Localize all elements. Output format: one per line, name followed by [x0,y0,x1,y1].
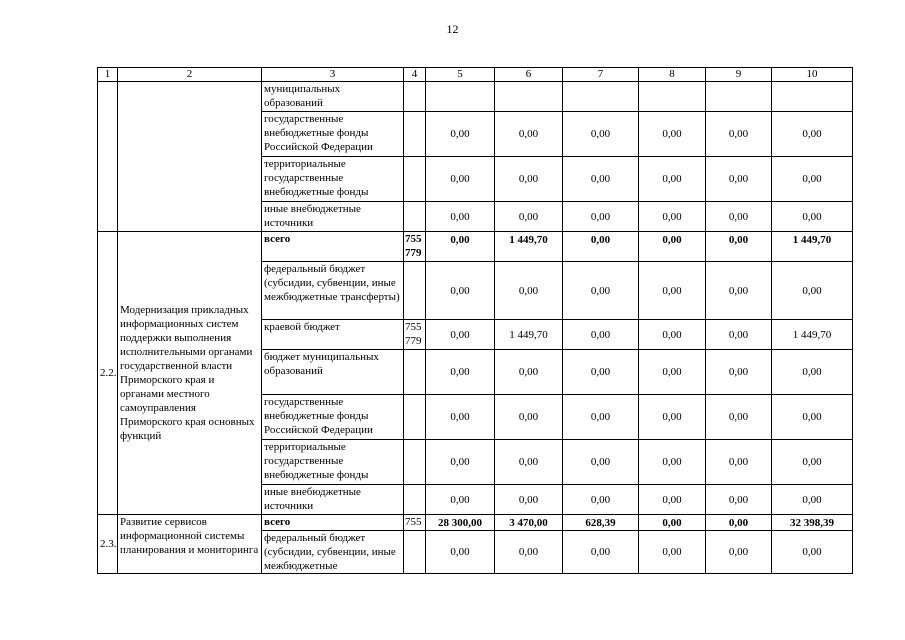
value-cell: 0,00 [772,350,853,395]
value-cell: 0,00 [563,320,639,350]
value-cell: 0,00 [426,157,495,202]
source-cell: всего [262,232,404,262]
value-cell: 0,00 [772,440,853,485]
budget-table [97,67,853,574]
source-cell: муниципальных образований [262,82,404,112]
header-cell: 3 [262,68,404,82]
value-cell: 0,00 [495,112,563,157]
value-cell: 0,00 [706,262,772,320]
value-cell: 0,00 [772,485,853,515]
value-cell: 0,00 [706,202,772,232]
value-cell: 0,00 [639,515,706,531]
source-cell: территориальные государственные внебюджетные фонды [262,157,404,202]
table-row [98,515,853,531]
value-cell: 0,00 [706,515,772,531]
code-cell: 755 779 [404,320,426,350]
value-cell: 0,00 [495,350,563,395]
source-cell: иные внебюджетные источники [262,202,404,232]
value-cell: 0,00 [495,440,563,485]
value-cell: 628,39 [563,515,639,531]
value-cell: 0,00 [563,440,639,485]
value-cell: 0,00 [426,202,495,232]
value-cell: 0,00 [426,232,495,262]
header-cell: 9 [706,68,772,82]
value-cell: 0,00 [639,350,706,395]
value-cell [563,82,639,112]
value-cell: 0,00 [706,531,772,574]
source-cell: федеральный бюджет (субсидии, субвенции, иные межбюджетные трансферты) [262,262,404,320]
value-cell: 0,00 [563,531,639,574]
value-cell: 0,00 [772,202,853,232]
value-cell: 28 300,00 [426,515,495,531]
value-cell: 0,00 [495,395,563,440]
code-cell [404,112,426,157]
value-cell: 0,00 [426,350,495,395]
value-cell: 0,00 [563,485,639,515]
source-cell: государственные внебюджетные фонды Российской Федерации [262,395,404,440]
section-number-cell: 2.3. [98,515,118,574]
value-cell: 0,00 [639,320,706,350]
header-row [98,68,853,82]
value-cell: 0,00 [426,262,495,320]
header-cell: 1 [98,68,118,82]
value-cell: 0,00 [706,320,772,350]
value-cell: 3 470,00 [495,515,563,531]
page-number: 12 [446,22,459,36]
value-cell: 0,00 [772,531,853,574]
value-cell: 0,00 [563,202,639,232]
value-cell: 0,00 [639,112,706,157]
code-cell [404,350,426,395]
code-cell [404,262,426,320]
source-cell: бюджет муниципальных образований [262,350,404,395]
code-cell: 755 [404,515,426,531]
value-cell: 0,00 [495,485,563,515]
table-row [98,82,853,112]
value-cell: 0,00 [426,112,495,157]
value-cell: 0,00 [639,485,706,515]
value-cell: 0,00 [495,262,563,320]
value-cell: 0,00 [772,395,853,440]
value-cell: 0,00 [772,157,853,202]
value-cell [426,82,495,112]
value-cell: 1 449,70 [772,232,853,262]
section-number-cell: 2.2. [98,232,118,515]
value-cell: 0,00 [639,531,706,574]
header-cell: 6 [495,68,563,82]
value-cell: 0,00 [495,202,563,232]
value-cell: 0,00 [563,262,639,320]
value-cell: 0,00 [772,112,853,157]
table-row [98,232,853,262]
value-cell: 0,00 [706,485,772,515]
code-cell [404,531,426,574]
value-cell: 0,00 [706,232,772,262]
section-name-cell [118,82,262,232]
value-cell: 0,00 [706,157,772,202]
value-cell: 0,00 [563,232,639,262]
value-cell: 0,00 [563,395,639,440]
header-cell: 10 [772,68,853,82]
value-cell: 0,00 [639,262,706,320]
header-cell: 4 [404,68,426,82]
value-cell: 0,00 [706,395,772,440]
value-cell: 1 449,70 [495,320,563,350]
value-cell: 0,00 [426,485,495,515]
value-cell: 0,00 [426,440,495,485]
code-cell [404,202,426,232]
source-cell: федеральный бюджет (субсидии, субвенции, иные межбюджетные [262,531,404,574]
value-cell: 0,00 [706,112,772,157]
source-cell: всего [262,515,404,531]
code-cell [404,395,426,440]
code-cell [404,157,426,202]
value-cell: 1 449,70 [772,320,853,350]
header-cell: 5 [426,68,495,82]
code-cell [404,485,426,515]
source-cell: государственные внебюджетные фонды Российской Федерации [262,112,404,157]
value-cell: 0,00 [563,112,639,157]
value-cell: 0,00 [639,395,706,440]
value-cell: 0,00 [639,202,706,232]
value-cell: 0,00 [495,531,563,574]
value-cell: 1 449,70 [495,232,563,262]
code-cell: 755 779 [404,232,426,262]
value-cell: 0,00 [426,531,495,574]
section-number-cell [98,82,118,232]
section-name-cell: Модернизация прикладных информационных систем поддержки выполнения исполнительными органами государственной власти Приморского края и органами местного самоуправления Приморского края основных функций [118,232,262,515]
source-cell: краевой бюджет [262,320,404,350]
header-cell: 8 [639,68,706,82]
value-cell [706,82,772,112]
value-cell: 0,00 [426,395,495,440]
source-cell: иные внебюджетные источники [262,485,404,515]
code-cell [404,82,426,112]
value-cell: 0,00 [639,440,706,485]
value-cell [495,82,563,112]
value-cell: 0,00 [563,350,639,395]
header-cell: 7 [563,68,639,82]
value-cell: 0,00 [563,157,639,202]
value-cell: 0,00 [495,157,563,202]
value-cell: 0,00 [639,232,706,262]
value-cell: 0,00 [706,440,772,485]
value-cell [639,82,706,112]
value-cell: 0,00 [772,262,853,320]
header-cell: 2 [118,68,262,82]
section-name-cell: Развитие сервисов информационной системы планирования и мониторинга [118,515,262,574]
source-cell: территориальные государственные внебюджетные фонды [262,440,404,485]
value-cell [772,82,853,112]
value-cell: 0,00 [706,350,772,395]
value-cell: 0,00 [426,320,495,350]
code-cell [404,440,426,485]
value-cell: 0,00 [639,157,706,202]
value-cell: 32 398,39 [772,515,853,531]
